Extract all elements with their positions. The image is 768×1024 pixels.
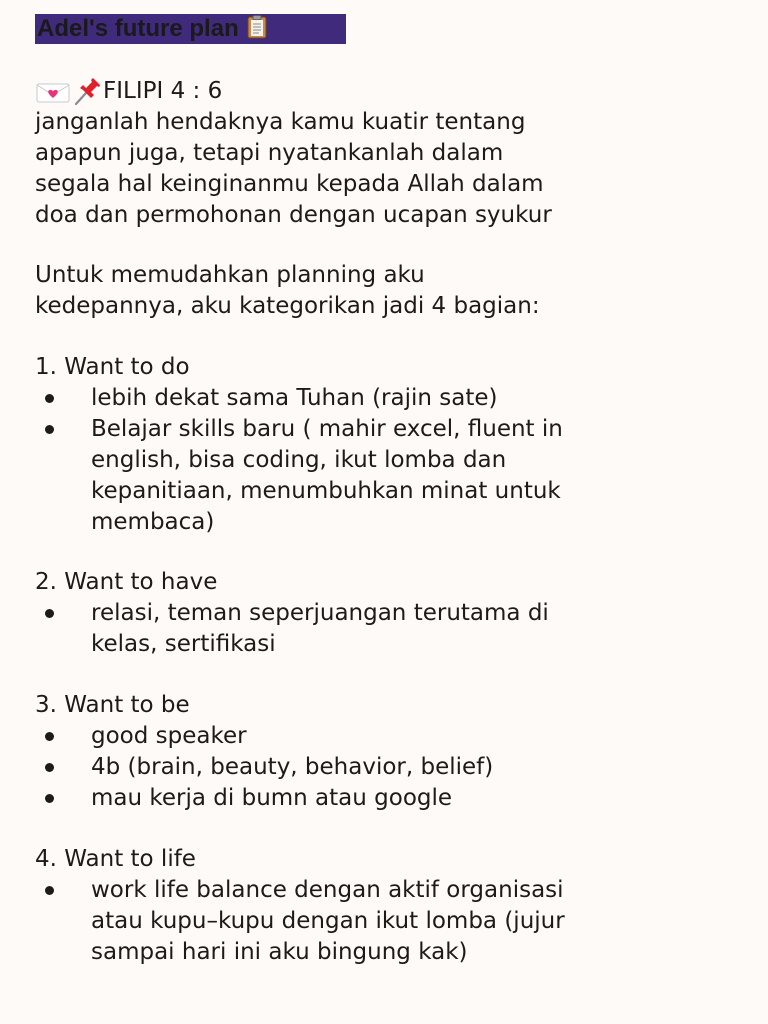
love-letter-icon [35, 80, 71, 104]
list-item-text: good speaker [91, 723, 247, 749]
list-item-text: work life balance dengan aktif organisasi atau kupu–kupu dengan ikut lomba (jujur sampai hari ini aku bingung kak) [91, 877, 565, 965]
clipboard-icon [243, 15, 271, 39]
bullet-icon [45, 394, 54, 403]
section-heading: 4. Want to life [35, 846, 196, 872]
bullet-icon [45, 794, 54, 803]
list-item-text: lebih dekat sama Tuhan (rajin sate) [91, 385, 498, 411]
list-item [45, 721, 725, 752]
verse-reference-line [35, 76, 222, 107]
note-title [35, 14, 346, 44]
section-heading: 3. Want to be [35, 692, 190, 718]
bullet-icon [45, 609, 54, 618]
list-item [45, 875, 725, 968]
list-item-text: 4b (brain, beauty, behavior, belief) [91, 754, 494, 780]
list-item [45, 414, 725, 538]
bullet-icon [45, 763, 54, 772]
verse-reference: FILIPI 4 : 6 [103, 78, 223, 104]
section-heading: 2. Want to have [35, 569, 218, 595]
bullet-icon [45, 732, 54, 741]
list-item [45, 598, 725, 660]
bullet-icon [45, 425, 54, 434]
bullet-icon [45, 886, 54, 895]
intro-text: Untuk memudahkan planning aku kedepannya, aku kategorikan jadi 4 bagian: [35, 262, 540, 319]
pushpin-icon [71, 78, 103, 106]
list-item-text: relasi, teman seperjuangan terutama di kelas, sertifikasi [91, 600, 549, 657]
list-item [45, 783, 725, 814]
list-item [45, 752, 725, 783]
list-item-text: Belajar skills baru ( mahir excel, fluent in english, bisa coding, ikut lomba dan kepanitiaan, menumbuhkan minat untuk membaca) [91, 416, 563, 535]
note-title-text: Adel's future plan [37, 15, 239, 42]
list-item [45, 383, 725, 414]
verse-text: janganlah hendaknya kamu kuatir tentang apapun juga, tetapi nyatankanlah dalam segala hal keinginanmu kepada Allah dalam doa dan permohonan dengan ucapan syukur [35, 109, 552, 228]
section-heading: 1. Want to do [35, 354, 190, 380]
list-item-text: mau kerja di bumn atau google [91, 785, 453, 811]
